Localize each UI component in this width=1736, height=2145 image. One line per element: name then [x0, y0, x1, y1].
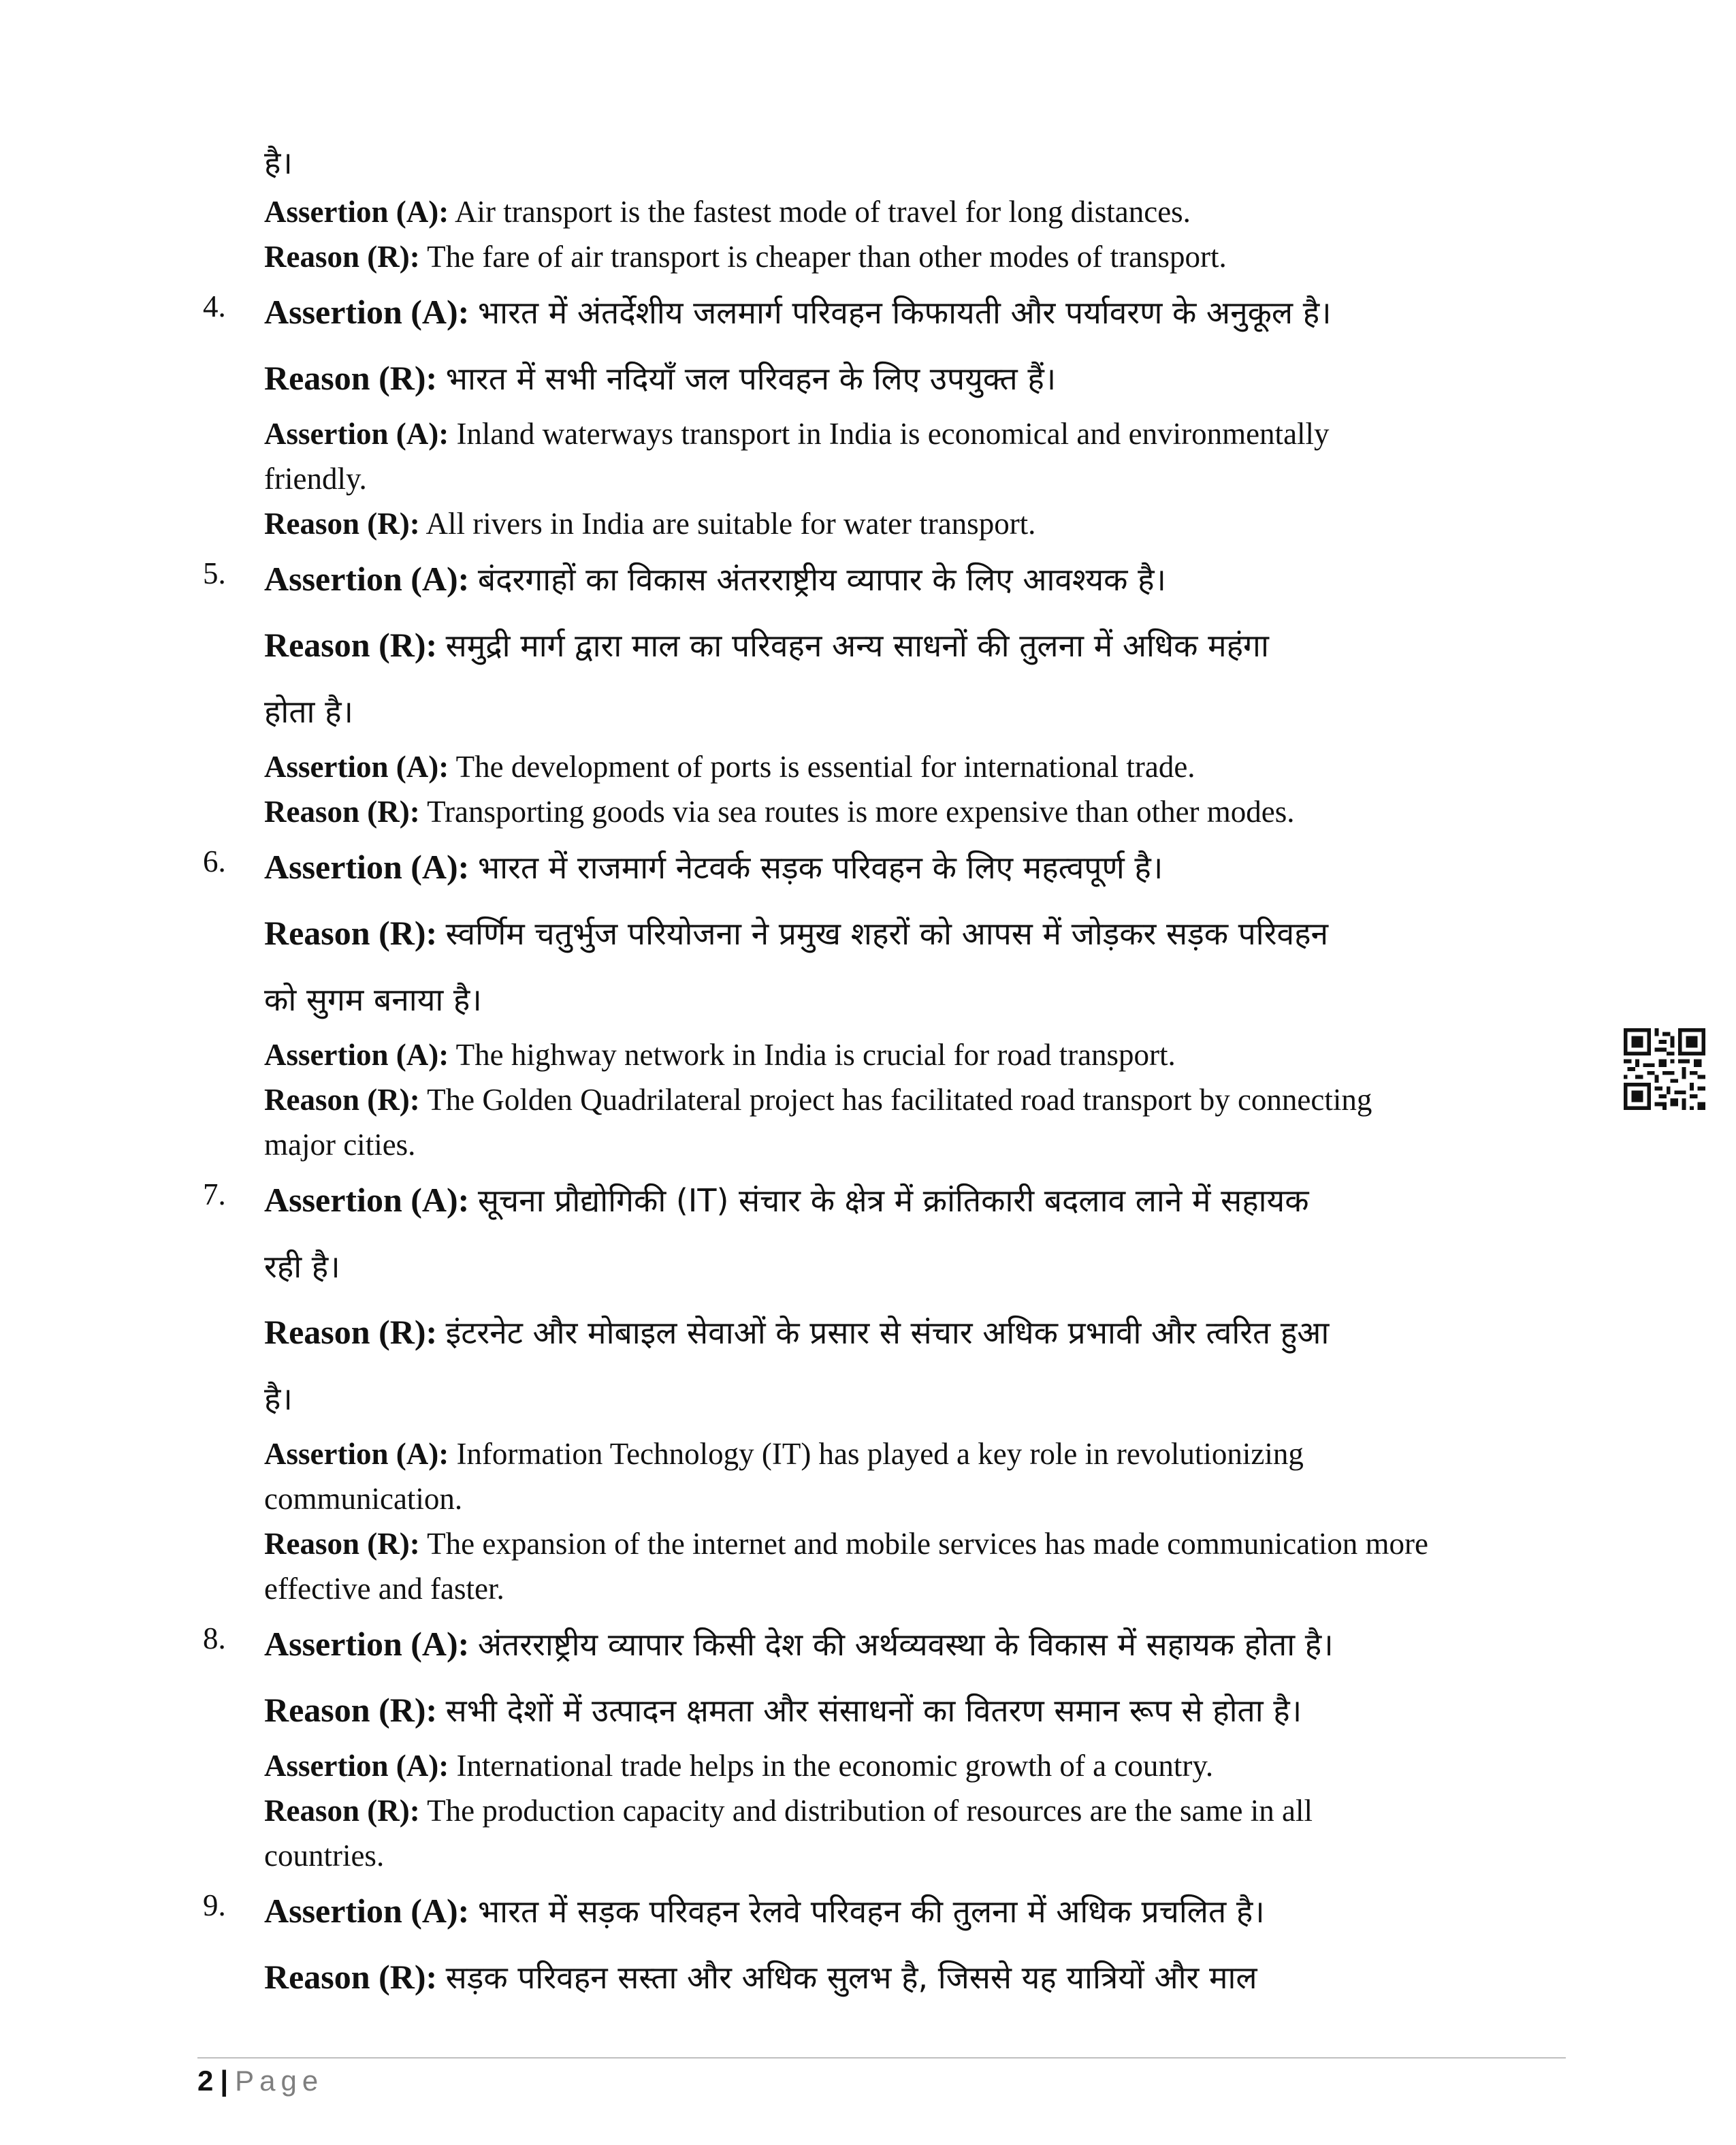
question-8 — [197, 1611, 1573, 1878]
reason-text: The production capacity and distribution of resources are the same in all — [427, 1794, 1313, 1828]
english-block — [264, 1032, 1571, 1167]
question-5 — [197, 546, 1573, 834]
hindi-reason — [264, 1299, 1571, 1365]
english-reason-cont: effective and faster. — [264, 1572, 504, 1606]
english-block — [264, 744, 1571, 834]
english-reason — [264, 789, 1571, 834]
reason-text: The Golden Quadrilateral project has facilitated road transport by connecting — [427, 1083, 1372, 1117]
reason-label: Reason (R): — [264, 1527, 420, 1561]
hindi-assertion — [264, 1167, 1571, 1233]
english-block — [264, 411, 1571, 546]
reason-label: Reason (R): — [264, 1958, 438, 1996]
english-reason-cont: major cities. — [264, 1128, 416, 1162]
assertion-text: Information Technology (IT) has played a key role in revolutionizing — [456, 1437, 1304, 1471]
reason-label: Reason (R): — [264, 1691, 438, 1729]
reason-label: Reason (R): — [264, 626, 438, 664]
assertion-label: Assertion (A): — [264, 750, 449, 784]
english-reason — [264, 1521, 1571, 1566]
english-reason — [264, 1077, 1571, 1122]
hindi-reason-text: सभी देशों में उत्पादन क्षमता और संसाधनों का वितरण समान रूप से होता है। — [445, 1692, 1302, 1729]
assertion-label: Assertion (A): — [264, 848, 470, 886]
question-number: 5. — [203, 556, 226, 590]
english-assertion — [264, 1032, 1571, 1077]
reason-label: Reason (R): — [264, 1313, 438, 1351]
english-assertion — [264, 189, 1571, 234]
assertion-text: International trade helps in the economic growth of a country. — [456, 1749, 1214, 1783]
hindi-assertion — [264, 279, 1571, 345]
hindi-assertion-text: अंतरराष्ट्रीय व्यापार किसी देश की अर्थव्यवस्था के विकास में सहायक होता है। — [477, 1626, 1334, 1663]
hindi-assertion-cont — [264, 1233, 1571, 1299]
hindi-assertion — [264, 1611, 1571, 1677]
hindi-assertion-text-cont: रही है। — [264, 1248, 340, 1285]
hindi-reason — [264, 345, 1571, 411]
assertion-label: Assertion (A): — [264, 195, 449, 229]
question-number: 7. — [203, 1177, 226, 1211]
assertion-text: The highway network in India is crucial for road transport. — [455, 1038, 1176, 1072]
assertion-label: Assertion (A): — [264, 293, 470, 331]
question-number: 8. — [203, 1621, 226, 1655]
reason-text: Transporting goods via sea routes is more expensive than other modes. — [427, 795, 1295, 829]
continuation-text: है। — [264, 144, 293, 181]
english-block-top — [264, 189, 1571, 279]
reason-label: Reason (R): — [264, 240, 420, 274]
hindi-reason-text: समुद्री मार्ग द्वारा माल का परिवहन अन्य साधनों की तुलना में अधिक महंगा — [445, 627, 1269, 664]
assertion-label: Assertion (A): — [264, 1038, 449, 1072]
hindi-assertion — [264, 834, 1571, 900]
hindi-assertion-text: सूचना प्रौद्योगिकी (IT) संचार के क्षेत्र में क्रांतिकारी बदलाव लाने में सहायक — [477, 1182, 1309, 1219]
reason-text: All rivers in India are suitable for water transport. — [425, 507, 1036, 541]
english-assertion — [264, 411, 1571, 456]
footer-divider — [197, 2057, 1566, 2059]
footer-separator: | — [220, 2065, 229, 2097]
page-footer — [197, 2062, 323, 2100]
assertion-text: The development of ports is essential for international trade. — [455, 750, 1195, 784]
hindi-assertion-text: भारत में राजमार्ग नेटवर्क सड़क परिवहन के लिए महत्वपूर्ण है। — [477, 849, 1163, 886]
question-6 — [197, 834, 1573, 1167]
english-block — [264, 1743, 1571, 1878]
english-block — [264, 1431, 1571, 1611]
qr-code-icon[interactable] — [1624, 1028, 1705, 1110]
hindi-assertion-text: भारत में अंतर्देशीय जलमार्ग परिवहन किफायती और पर्यावरण के अनुकूल है। — [477, 294, 1332, 331]
hindi-reason-text-cont: है। — [264, 1380, 293, 1417]
hindi-reason — [264, 900, 1571, 966]
hindi-assertion-text: भारत में सड़क परिवहन रेलवे परिवहन की तुलना में अधिक प्रचलित है। — [477, 1893, 1265, 1930]
hindi-reason-text: सड़क परिवहन सस्ता और अधिक सुलभ है, जिससे यह यात्रियों और माल — [445, 1959, 1257, 1996]
reason-label: Reason (R): — [264, 359, 438, 397]
reason-label: Reason (R): — [264, 914, 438, 952]
english-assertion — [264, 744, 1571, 789]
hindi-reason-text: भारत में सभी नदियाँ जल परिवहन के लिए उपयुक्त हैं। — [445, 360, 1057, 397]
assertion-text: Inland waterways transport in India is economical and environmentally — [456, 417, 1330, 451]
hindi-reason-cont — [264, 678, 1571, 744]
hindi-assertion-text: बंदरगाहों का विकास अंतरराष्ट्रीय व्यापार के लिए आवश्यक है। — [477, 561, 1166, 598]
assertion-label: Assertion (A): — [264, 417, 449, 451]
question-number: 6. — [203, 844, 226, 878]
page-content — [197, 136, 1573, 2010]
hindi-reason — [264, 612, 1571, 678]
assertion-label: Assertion (A): — [264, 1892, 470, 1930]
hindi-reason-cont — [264, 1365, 1571, 1431]
hindi-reason — [264, 1677, 1571, 1743]
assertion-label: Assertion (A): — [264, 1625, 470, 1663]
question-number: 9. — [203, 1888, 226, 1922]
english-reason-cont: countries. — [264, 1839, 385, 1873]
page-number: 2 — [197, 2065, 214, 2097]
assertion-label: Assertion (A): — [264, 560, 470, 598]
reason-label: Reason (R): — [264, 1794, 420, 1828]
reason-text: The expansion of the internet and mobile services has made communication more — [427, 1527, 1428, 1561]
assertion-label: Assertion (A): — [264, 1749, 449, 1783]
question-4 — [197, 279, 1573, 546]
english-reason — [264, 501, 1571, 546]
hindi-reason-text: स्वर्णिम चतुर्भुज परियोजना ने प्रमुख शहरों को आपस में जोड़कर सड़क परिवहन — [445, 915, 1329, 952]
hindi-reason — [264, 1944, 1571, 2010]
assertion-label: Assertion (A): — [264, 1437, 449, 1471]
question-number: 4. — [203, 289, 226, 323]
reason-label: Reason (R): — [264, 795, 420, 829]
reason-text: The fare of air transport is cheaper than other modes of transport. — [427, 240, 1227, 274]
hindi-reason-text: इंटरनेट और मोबाइल सेवाओं के प्रसार से संचार अधिक प्रभावी और त्वरित हुआ — [445, 1314, 1330, 1351]
hindi-assertion — [264, 1878, 1571, 1944]
hindi-reason-cont — [264, 966, 1571, 1032]
question-9 — [197, 1878, 1573, 2010]
english-assertion — [264, 1431, 1571, 1476]
assertion-text: Air transport is the fastest mode of travel for long distances. — [454, 195, 1191, 229]
hindi-reason-text-cont: होता है। — [264, 693, 353, 730]
question-7 — [197, 1167, 1573, 1611]
english-assertion-cont: communication. — [264, 1482, 463, 1516]
english-reason — [264, 234, 1571, 279]
english-assertion — [264, 1743, 1571, 1788]
reason-label: Reason (R): — [264, 1083, 420, 1117]
hindi-reason-text-cont: को सुगम बनाया है। — [264, 981, 482, 1018]
english-assertion-cont: friendly. — [264, 462, 367, 496]
assertion-label: Assertion (A): — [264, 1181, 470, 1219]
page-word: Page — [235, 2065, 324, 2097]
hindi-assertion — [264, 546, 1571, 612]
reason-label: Reason (R): — [264, 507, 420, 541]
english-reason — [264, 1788, 1571, 1833]
